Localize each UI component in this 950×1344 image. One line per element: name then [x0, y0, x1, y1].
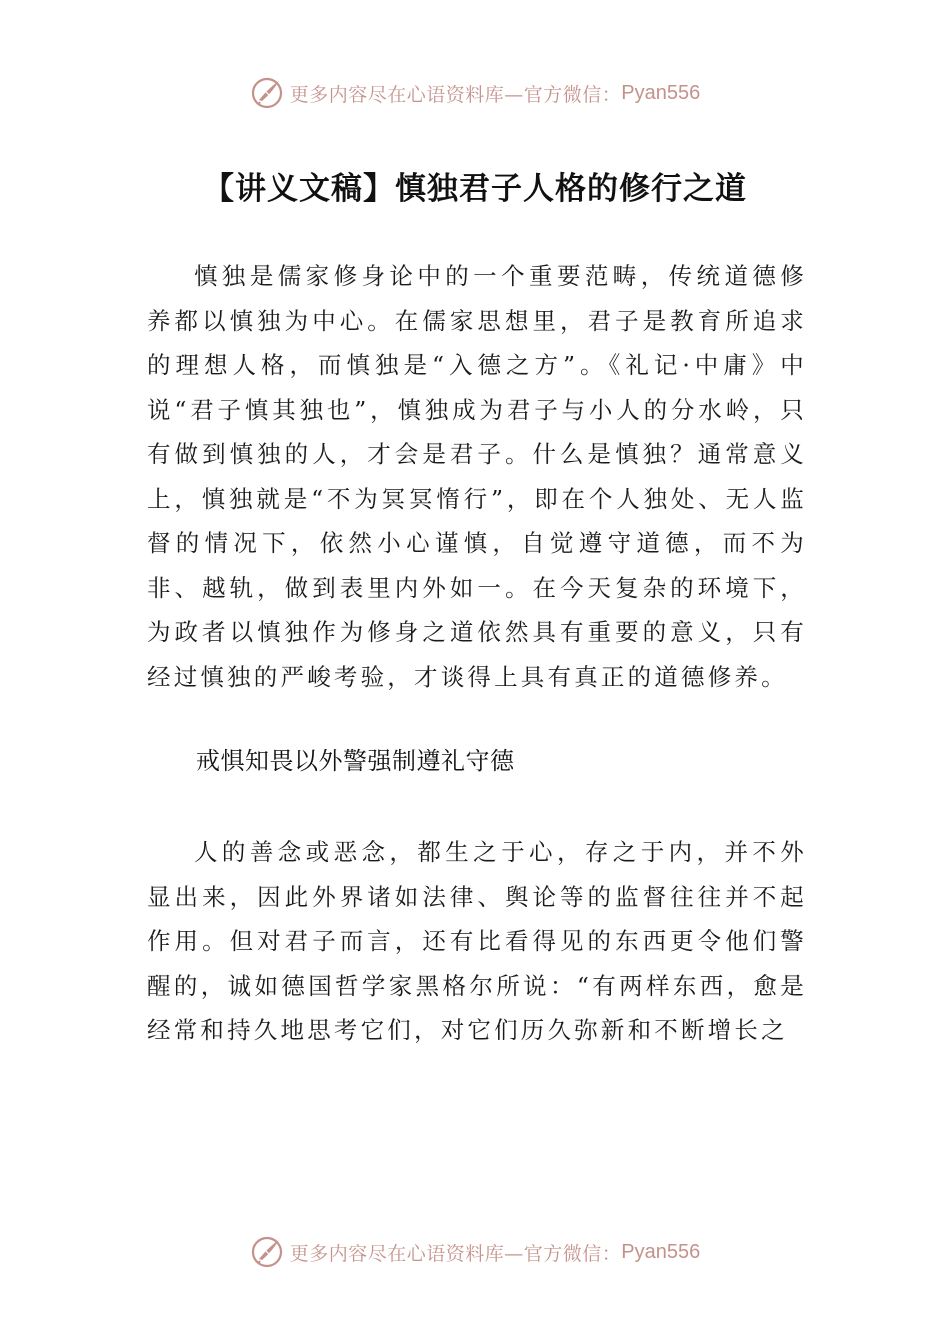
quill-circle-icon [250, 76, 284, 110]
paragraph-1: 慎独是儒家修身论中的一个重要范畴，传统道德修养都以慎独为中心。在儒家思想里，君子是教育所追求的理想人格，而慎独是“入德之方”。《礼记·中庸》中说“君子慎其独也”，慎独成为君子与小人的分水岭，只有做到慎独的人，才会是君子。什么是慎独？通常意义上，慎独就是“不为冥冥惰行”，即在个人独处、无人监督的情况下，依然小心谨慎，自觉遵守道德，而不为非、越轨，做到表里内外如一。在今天复杂的环境下，为政者以慎独作为修身之道依然具有重要的意义，只有经过慎独的严峻考验，才谈得上具有真正的道德修养。 [147, 262, 807, 691]
quill-circle-icon [250, 1235, 284, 1269]
header-watermark [0, 73, 950, 113]
footer-watermark [0, 1232, 950, 1272]
watermark-account: Pyan556 [621, 81, 701, 104]
watermark-account: Pyan556 [621, 1240, 701, 1263]
watermark-text: 更多内容尽在心语资料库—官方微信： [289, 1242, 622, 1265]
section-subheading: 戒惧知畏以外警强制遵礼守德 [196, 747, 515, 775]
paragraph-2: 人的善念或恶念，都生之于心，存之于内，并不外显出来，因此外界诸如法律、舆论等的监督往往并不起作用。但对君子而言，还有比看得见的东西更令他们警醒的，诚如德国哲学家黑格尔所说：“有两样东西，愈是经常和持久地思考它们，对它们历久弥新和不断增长之 [147, 838, 807, 1044]
watermark-text: 更多内容尽在心语资料库—官方微信： [289, 83, 622, 106]
document-title: 【讲义文稿】慎独君子人格的修行之道 [203, 171, 747, 207]
